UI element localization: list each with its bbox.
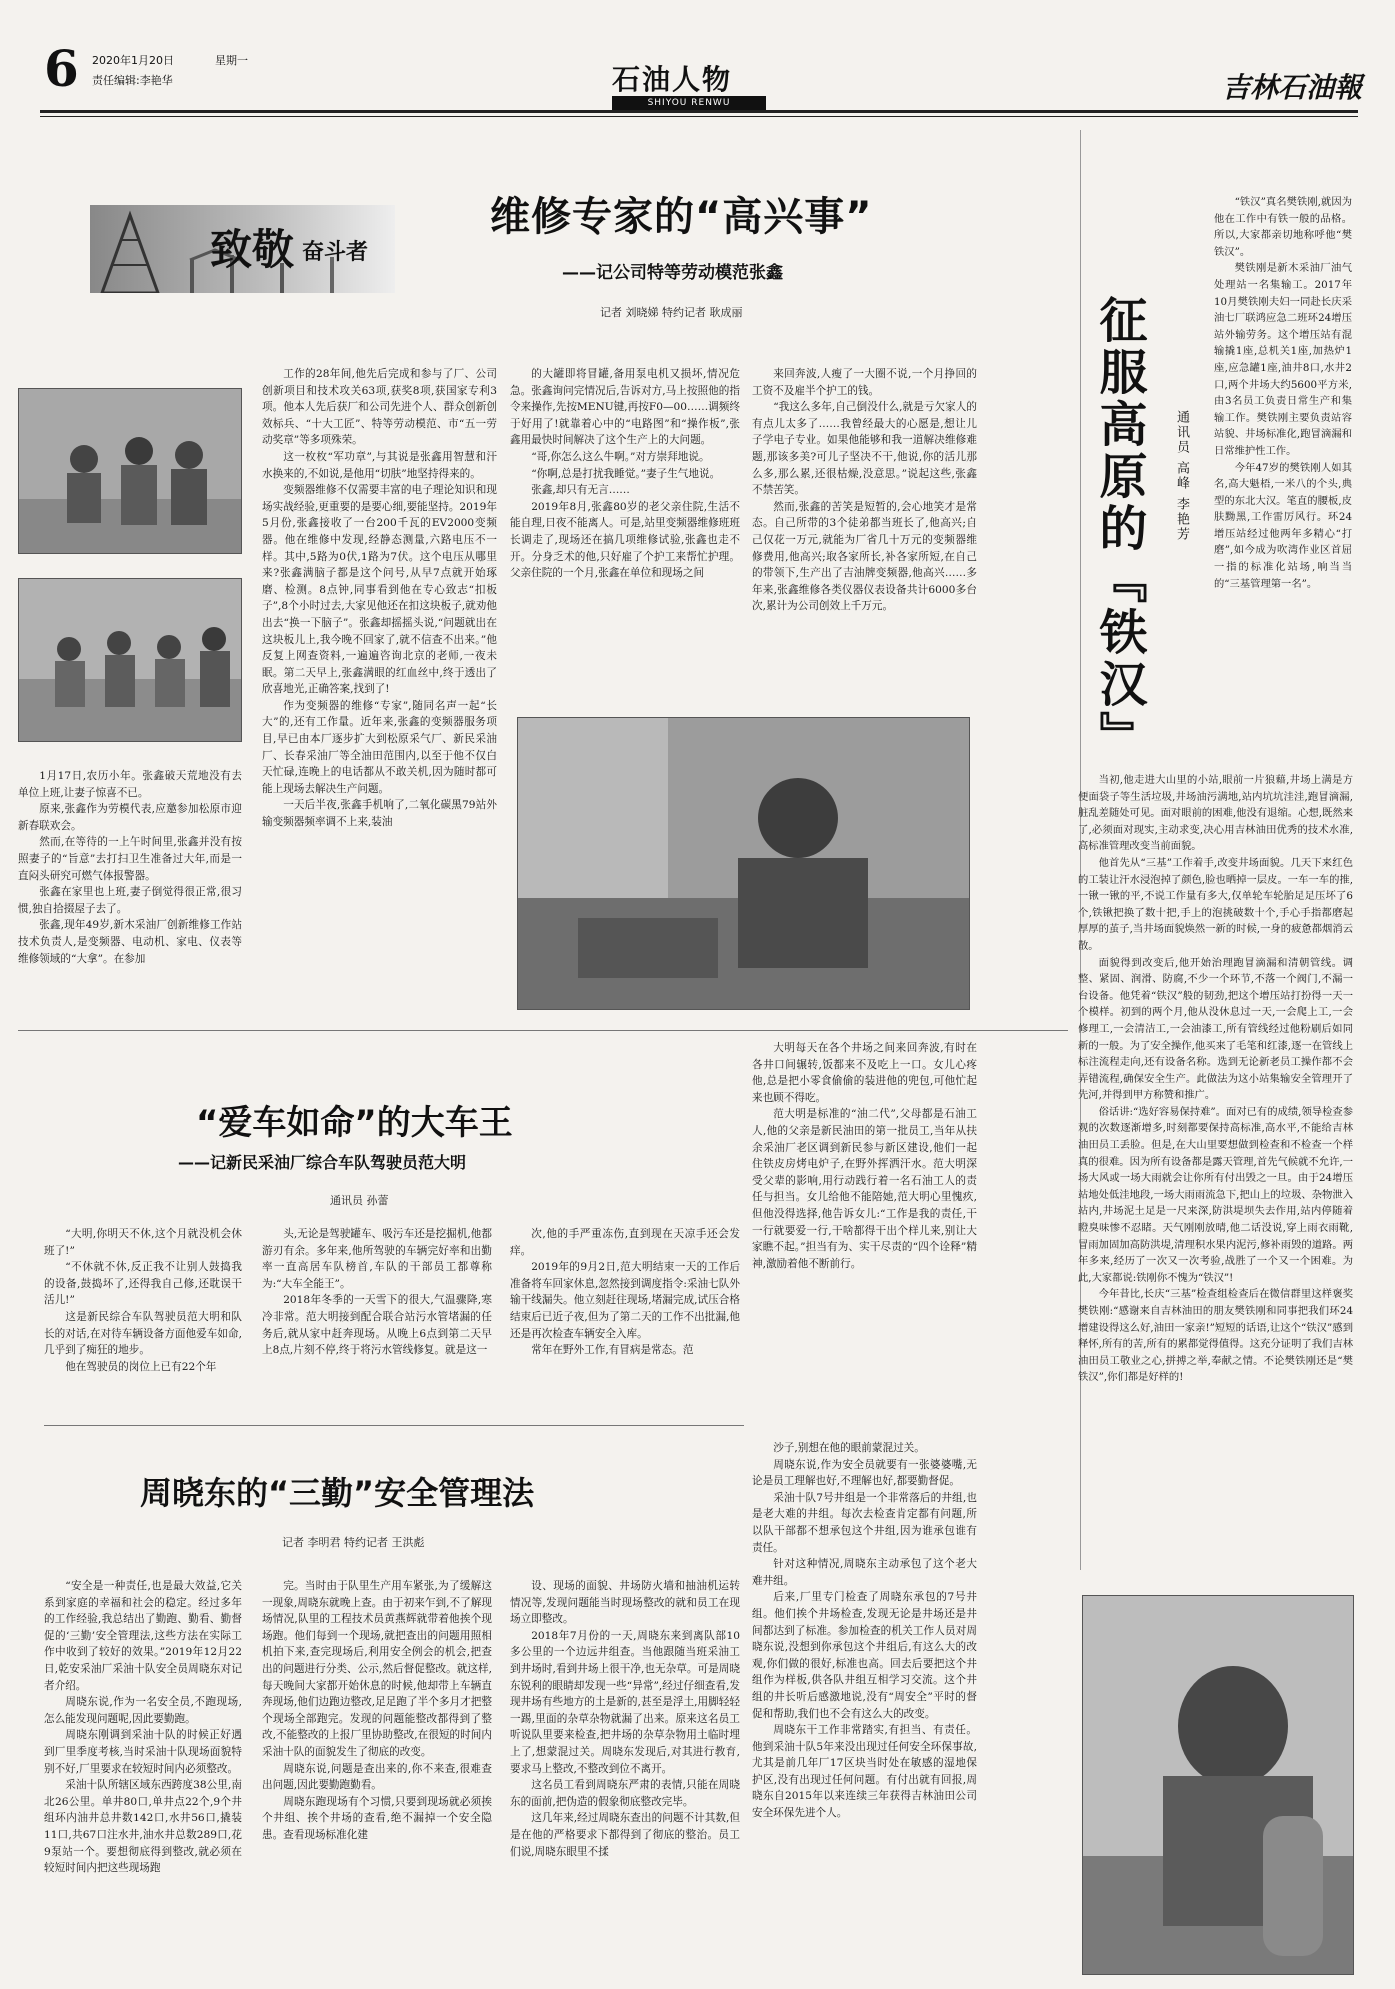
- article4-title: 周晓东的“三勤”安全管理法: [140, 1474, 535, 1512]
- section-pinyin: SHIYOU RENWU: [612, 96, 766, 110]
- paragraph: 来回奔波,人瘦了一大圈不说,一个月挣回的工资不及雇半个护工的钱。: [752, 368, 977, 397]
- paragraph: 这一枚枚“军功章”,与其说是张鑫用智慧和汗水换来的,不如说,是他用“切肤”地坚持得来的。: [262, 450, 497, 480]
- paragraph: 周晓东干工作非常踏实,有担当、有责任。他到采油十队5年来没出现过任何安全环保事故,尤其是前几年厂17区块当时处在敏感的湿地保护区,没有出现过任何问题。有付出就有回报,周晓东自2015年以来连续三年获得吉林油田公司安全环保先进个人。: [752, 1724, 977, 1820]
- section-rule: [44, 1425, 744, 1426]
- paragraph: 俗话讲:“选好容易保持难”。面对已有的成绩,领导检查参观的次数逐渐增多,时刻都要保持高标准,高水平,不能给吉林油田员工丢脸。但是,在大山里要想做到检查和不检查一个样真的很难。因为所有设备都是露天管理,首先气候就不允许,一场大风或一场大雨就会让你所有付出毁之一旦。由于24增压站地处低洼地段,一场大雨雨流急下,把山上的垃圾、杂物泄入站内,井场泥土足是一尺来深,防洪堤坝失去作用,站内停随着瞪臭味惨不忍睹。天气刚刚放晴,他二话没说,穿上雨衣雨靴,冒雨加固加高防洪堤,清理积水果内泥污,修补雨毁的道路。两年多来,经历了一次又一次考验,战胜了一个又一个困难。为此,大家都说:铁刚你不愧为“铁汉”!: [1078, 1105, 1353, 1284]
- article2-column-2: [1078, 772, 1353, 1572]
- paragraph: 后来,厂里专门检查了周晓东承包的7号井组。他们挨个井场检查,发现无论是井场还是井间都达到了标准。参加检查的机关工作人员对周晓东说,没想到你承包这个井组后,有这么大的改观,你们做的很好,标准也高。回去后要把这个井组作为样板,供各队井组互相学习交流。这个井组的井长听后感激地说,没有“周安全”平时的督促和帮助,我们也不会有这么大的改变。: [752, 1591, 977, 1720]
- banner-label-small: 奋斗者: [302, 239, 369, 265]
- paragraph: 周晓东刚调到采油十队的时候正好遇到厂里季度考核,当时采油十队现场面貌特别不好,厂里要求在较短时间内必须整改。: [44, 1729, 242, 1775]
- paragraph: 针对这种情况,周晓东主动承包了这个老大难井组。: [752, 1558, 977, 1587]
- paragraph: 原来,张鑫作为劳模代表,应邀参加松原市迎新春联欢会。: [18, 803, 242, 832]
- article4-column-1: [44, 1578, 242, 1978]
- paragraph: “铁汉”真名樊铁刚,就因为他在工作中有铁一般的品格。所以,大家都亲切地称呼他“樊铁汉”。: [1214, 196, 1352, 258]
- masthead-rule: [40, 110, 1358, 113]
- article1-title: 维修专家的“高兴事”: [490, 194, 873, 240]
- article1-column-4: [752, 366, 977, 706]
- paragraph: “大明,你明天不休,这个月就没机会休班了!”: [44, 1228, 242, 1257]
- article3-column-1: [44, 1226, 242, 1416]
- paragraph: 然而,在等待的一上午时间里,张鑫并没有按照妻子的“旨意”去打扫卫生准备过大年,而是一直闷头研究可燃气体报警器。: [18, 836, 242, 882]
- article2-byline: 通讯员 高峰 李艳芳: [1174, 410, 1189, 543]
- article1-photo-main: [517, 717, 970, 1010]
- article4-column-4: [752, 1440, 977, 1978]
- paragraph: 2019年的9月2日,范大明结束一天的工作后准备将车回家休息,忽然接到调度指令:采油七队外输干线漏失。他立刻赶往现场,堵漏完成,试压合格结束后已近子夜,但为了第二天的工作不出批漏,他还是再次检查车辆安全入库。: [510, 1261, 740, 1340]
- paragraph: 完。当时由于队里生产用车紧张,为了缓解这一现象,周晓东就晚上查。由于初来乍到,不了解现场情况,队里的工程技术员黄燕辉就带着他挨个现场跑。他们每到一个现场,就把查出的问题用照相机拍下来,查完现场后,利用安全例会的机会,把查出的问题进行分类、公示,然后督促整改。就这样,每天晚间大家都开始休息的时候,他却带上车辆直奔现场,他们边跑边整改,足足跑了半个多月才把整个现场全部跑完。发现的问题能整改都得到了整改,不能整改的上报厂里协助整改,在很短的时间内采油十队的面貌发生了彻底的改变。: [262, 1580, 492, 1758]
- paragraph: 面貌得到改变后,他开始治理跑冒滴漏和清朝管线。调整、紧固、润滑、防腐,不少一个环节,不落一个阀门,不漏一台设备。他凭着“铁汉”般的韧劲,把这个增压站打扮得一天一个模样。初到的两个月,他从没休息过一天,一会爬上工,一会修理工,一会清洁工,一会油漆工,所有管线经过他粉刷后如同新的一般。为了安全操作,他买来了毛笔和红漆,逐一在管线上标注流程走向,还有设备名称。选到无论新老员工操作都不会弄错流程,确保安全生产。此做法为这小站集输安全管理开了先河,并得到甲方称赞和推广。: [1078, 956, 1353, 1102]
- paragraph: 2018年冬季的一天雪下的很大,气温骤降,寒冷非常。范大明接到配合联合站污水管堵漏的任务后,就从家中赶奔现场。从晚上6点到第二天早上8点,片刻不停,终于将污水管线修复。就是这一: [262, 1294, 492, 1357]
- paragraph: 他首先从“三基”工作着手,改变井场面貌。几天下来红色的工装让汗水浸泡掉了颜色,脸也晒掉一层皮。一车一车的推,一锹一锹的平,不说工作量有多大,仅单轮车轮胎足足压坏了6个,铁锹把换了数十把,手上的泡挑破数十个,手心手指都磨起厚厚的茧子,当井场面貌焕然一新的时候,一身的疲惫都烟消云散。: [1078, 856, 1353, 952]
- paragraph: 樊铁刚是新木采油厂油气处理站一名集输工。2017年10月樊铁刚夫妇一同赴长庆采油七厂联鸿应急二班环24增压站外输劳务。这个增压站有混输撬1座,总机关1座,加热炉1座,应急罐1座,油井8口,水井2口,两个井场大约5600平方米,由3名员工负责日常生产和集输工作。樊铁刚主要负责站容站貌、井场标准化,跑冒滴漏和日常维护性工作。: [1214, 262, 1352, 457]
- article3-subtitle: ——记新民采油厂综合车队驾驶员范大明: [178, 1153, 467, 1172]
- paragraph: 头,无论是驾驶罐车、吸污车还是挖掘机,他都游刃有余。多年来,他所驾驶的车辆完好率和出勤率一直高居车队榜首,车队的干部员工都尊称为:“大车全能王”。: [262, 1228, 492, 1290]
- article3-column-2: [262, 1226, 492, 1416]
- paragraph: 周晓东说,作为一名安全员,不跑现场,怎么能发现问题呢,因此要勤跑。: [44, 1696, 242, 1725]
- banner-image: [90, 205, 395, 293]
- paragraph: 今年47岁的樊铁刚人如其名,高大魁梧,一米八的个头,典型的东北大汉。笔直的腰板,皮肤黝黑,工作雷厉风行。环24增压站经过他两年多精心“打磨”,如今成为吹湾作业区首屈一指的标准化站场,响当当的“三基管理第一名”。: [1214, 461, 1352, 590]
- paragraph: “不休就不休,反正我不让别人鼓捣我的设备,鼓捣坏了,还得我自己修,还耽误干活儿!”: [44, 1261, 242, 1307]
- paragraph: 采油十队所辖区域东西跨度38公里,南北26公里。单井80口,单井点22个,9个井组环内油井总井数142口,水井56口,撬装11口,共67口注水井,油水井总数289口,花9泵站一个。要想彻底得到整改,就必须在较短时间内把这些现场跑: [44, 1779, 242, 1875]
- paragraph: 作为变频器的维修“专家”,随同名声一起“长大”的,还有工作量。近年来,张鑫的变频器服务项目,早已由本厂逐步扩大到松原采气厂、新民采油厂、长春采油厂等全油田范围内,以至于他不仅白天忙碌,连晚上的电话都从不敢关机,因为随时都可能上现场去解决生产问题。: [262, 699, 497, 795]
- paragraph: 张鑫在家里也上班,妻子倒觉得很正常,很习惯,独自拾掇屋子去了。: [18, 886, 242, 915]
- paragraph: 的大罐即将冒罐,备用泵电机又损坏,情况危急。张鑫询问完情况后,告诉对方,马上按照他的指令来操作,先按MENU键,再按F0—00……调频终于好用了!就靠着心中的“电路图”和“操作板”,张鑫用最快时间解决了这个生产上的大问题。: [510, 368, 740, 447]
- article1-subtitle: ——记公司特等劳动模范张鑫: [562, 263, 783, 283]
- paragraph: 设、现场的面貌、井场防火墙和抽油机运转情况等,发现问题能当时现场整改的就和员工在现场立即整改。: [510, 1580, 740, 1626]
- title-part: 征服: [1091, 295, 1147, 399]
- section-title: 石油人物: [612, 63, 733, 96]
- article1-photo-2: [18, 578, 242, 742]
- paragraph: “我这么多年,自己倒没什么,就是亏欠家人的有点儿太多了……我曾经最大的心愿是,想让儿子学电子专业。如果他能够和我一道解决维修难题,那该多美?可儿子坚决不干,他说,你的活儿那么多,那么累,还很枯燥,没意思。”说起这些,张鑫不禁苦笑。: [752, 401, 977, 497]
- title-part: 的: [1091, 503, 1147, 555]
- paragraph: 范大明是标准的“油二代”,父母都是石油工人,他的父亲是新民油田的第一批员工,当年从扶余采油厂老区调到新民参与新区建设,他们一起住铁皮房烤电炉子,在野外挥洒汗水。范大明深受父辈的影响,用行动践行着一名石油工人的责任与担当。女儿给他不能陪她,范大明心里愧疚,但他没得选择,他告诉女儿:“工作是我的责任,干一行就要爱一行,干啥都得干出个样儿来,别让大家瞧不起。”担当有为、实干尽责的“四个诠释”精神,激励着他不断前行。: [752, 1108, 977, 1270]
- paragraph: “你啊,总是打扰我睡觉。”妻子生气地说。: [531, 467, 721, 480]
- paragraph: 然而,张鑫的苦笑是短暂的,会心地笑才是常态。自己所带的3个徒弟都当班长了,他高兴;自己仅花一万元,就能为厂省几十万元的变频器维修费用,他高兴;取各家所长,补各家所短,在自己的带领下,生产出了吉油牌变频器,他高兴……多年来,张鑫维修各类仪器仪表设备共计6000多台次,累计为公司创效上千万元。: [752, 500, 977, 613]
- paragraph: 采油十队7号井组是一个非常落后的井组,也是老大难的井组。每次去检查肯定都有问题,所以队干部都不想承包这个井组,因为谁承包谁有责任。: [752, 1491, 977, 1554]
- article3-title: “爱车如命”的大车王: [196, 1103, 513, 1143]
- title-part: 高原: [1091, 399, 1147, 503]
- article3-column-4: [752, 1040, 977, 1416]
- paragraph: 大明每天在各个井场之间来回奔波,有时在各井口间辗转,饭都来不及吃上一口。女儿心疼他,总是把小零食偷偷的装进他的兜包,可他忙起来也顾不得吃。: [752, 1042, 977, 1104]
- paragraph: 一天后半夜,张鑫手机响了,二氧化碳黑79站外输变频器频率调不上来,装油: [262, 799, 497, 829]
- paragraph: 1月17日,农历小年。张鑫破天荒地没有去单位上班,让妻子惊喜不已。: [18, 770, 242, 799]
- masthead-rule-thin: [40, 116, 1358, 117]
- paragraph: 2019年8月,张鑫80岁的老父亲住院,生活不能自理,日夜不能离人。可是,站里变频器维修班班长调走了,现场还在搞几项维修试验,张鑫也走不开。分身乏术的他,只好雇了个护工来帮忙护理。父亲住院的一个月,张鑫在单位和现场之间: [510, 500, 740, 580]
- article1-photo-1: [18, 388, 242, 554]
- article2-title: [1092, 295, 1146, 763]
- paragraph: “哥,你怎么这么牛啊。”对方崇拜地说。: [531, 450, 710, 463]
- paragraph: 今年昔比,长庆“三基”检查组检查后在微信群里这样褒奖樊铁刚:“感谢来自吉林油田的朋友樊铁刚和同事把我们环24增建设得这么好,油田一家亲!”短短的话语,让这个“铁汉”感到释怀,所有的苦,所有的累都觉得值得。这充分证明了我们吉林油田员工敬业之心,拼搏之举,奉献之情。不论樊铁刚还是“樊铁汉”,你们都是好样的!: [1078, 1288, 1353, 1384]
- paragraph: 工作的28年间,他先后完成和参与了厂、公司创新项目和技术攻关63项,获奖8项,获国家专利3项。他本人先后获厂和公司先进个人、群众创新创效标兵、“十大工匠”、特等劳动模范、市“五一劳动奖章”等多项殊荣。: [262, 368, 497, 447]
- paragraph: 他在驾驶员的岗位上已有22个年: [65, 1360, 217, 1373]
- paragraph: 沙子,别想在他的眼前蒙混过关。: [773, 1442, 925, 1454]
- article3-byline: 通讯员 孙蕾: [330, 1194, 389, 1207]
- article4-byline: 记者 李明君 特约记者 王洪彪: [282, 1536, 425, 1549]
- paragraph: 这名员工看到周晓东严肃的表情,只能在周晓东的面前,把伪造的假象彻底整改完毕。: [510, 1779, 740, 1808]
- paragraph: 当初,他走进大山里的小站,眼前一片狼藉,井场上满是方便面袋子等生活垃圾,井场油污满地,站内坑坑洼洼,跑冒滴漏,脏乱差随处可见。面对眼前的困难,他没有退缩。心想,既然来了,必须面对现实,主动求变,决心用吉林油田优秀的技术水准,高标准管理改变当前面貌。: [1078, 774, 1353, 853]
- article1-column-2: [262, 366, 497, 1018]
- article4-column-2: [262, 1578, 492, 1978]
- article1-column-1: [18, 768, 242, 1018]
- article4-column-3: [510, 1578, 740, 1978]
- section-rule: [18, 1030, 1068, 1031]
- article2-column-1: [1214, 194, 1352, 774]
- issue-weekday: 星期一: [215, 54, 248, 67]
- paragraph: 变频器维修不仅需要丰富的电子理论知识和现场实战经验,更重要的是要心细,要能坚持。2019年5月份,张鑫接收了一台200千瓦的EV2000变频器。他在维修中发现,经静态测量,六路电压不一样。其中,5路为0伏,1路为7伏。这个电压从哪里来?张鑫满脑子都是这个问号,从早7点就开始琢磨、检测。8点钟,同事看到他在专心致志“扣板子”,8个小时过去,大家见他还在扣这块板子,就劝他出去“换一下脑子”。张鑫却摇摇头说,“问题就出在这块板儿上,我今晚不回家了,就不信查不出来。”他反复上网查资料,一遍遍咨询北京的老师,一夜未眠。第二天早上,张鑫满眼的红血丝中,终于透出了欣喜地光,正确答案,找到了!: [262, 484, 497, 696]
- paragraph: 周晓东说,作为安全员就要有一张婆婆嘴,无论是员工理解也好,不理解也好,都要勤督促。: [752, 1458, 977, 1488]
- article1-byline: 记者 刘晓娣 特约记者 耿成丽: [600, 306, 743, 319]
- article2-photo: [1082, 1595, 1354, 1975]
- paragraph: 张鑫,现年49岁,新木采油厂创新维修工作站技术负责人,是变频器、电动机、家电、仪表等维修领域的“大拿”。在参加: [18, 919, 242, 965]
- paper-name: 吉林石油報: [1222, 71, 1363, 104]
- page-editor: 责任编辑:李艳华: [92, 74, 173, 87]
- paragraph: 常年在野外工作,有冒病是常态。范: [531, 1344, 694, 1357]
- paragraph: 张鑫,却只有无言……: [531, 484, 630, 497]
- paragraph: 这是新民综合车队驾驶员范大明和队长的对话,在对待车辆设备方面他爱车如命,几乎到了痴狂的地步。: [44, 1310, 242, 1357]
- paragraph: 这几年来,经过周晓东查出的问题不计其数,但是在他的严格要求下都得到了彻底的整治。员工们说,周晓东眼里不揉: [510, 1812, 740, 1858]
- article3-column-3: [510, 1226, 740, 1416]
- article1-column-3: [510, 366, 740, 706]
- paragraph: 次,他的手严重冻伤,直到现在天凉手还会发痒。: [510, 1228, 740, 1257]
- paragraph: 周晓东说,问题是查出来的,你不来查,很难查出问题,因此要勤跑勤看。: [262, 1762, 492, 1792]
- issue-date: 2020年1月20日: [92, 54, 174, 67]
- paragraph: “安全是一种责任,也是最大效益,它关系到家庭的幸福和社会的稳定。经过多年的工作经验,我总结出了勤跑、勤看、勤督促的‘三勤’安全管理法,这些方法在实际工作中收到了较好的效果。”2019年12月22日,乾安采油厂采油十队安全员周晓东对记者介绍。: [44, 1580, 242, 1692]
- page-number: 6: [44, 39, 79, 98]
- paragraph: 2018年7月份的一天,周晓东来到离队部10多公里的一个边远井组查。当他跟随当班采油工到井场时,看到井场上很干净,也无杂草。可是周晓东锐利的眼睛却发现一些“异常”,经过仔细查看,发现井场有些地方的土是新的,甚至是浮土,用脚轻轻一踢,里面的杂草杂物就漏了出来。原来这名员工听说队里要来检查,把井场的杂草杂物用土临时埋上了,想蒙混过关。周晓东发现后,对其进行教育,要求马上整改,不整改到位不离开。: [510, 1629, 740, 1775]
- title-part: 『铁汉』: [1091, 555, 1147, 763]
- banner-label-big: 致敬: [210, 225, 295, 274]
- paragraph: 周晓东跑现场有个习惯,只要到现场就必须挨个井组、挨个井场的查看,绝不漏掉一个安全隐患。查看现场标准化建: [262, 1795, 492, 1841]
